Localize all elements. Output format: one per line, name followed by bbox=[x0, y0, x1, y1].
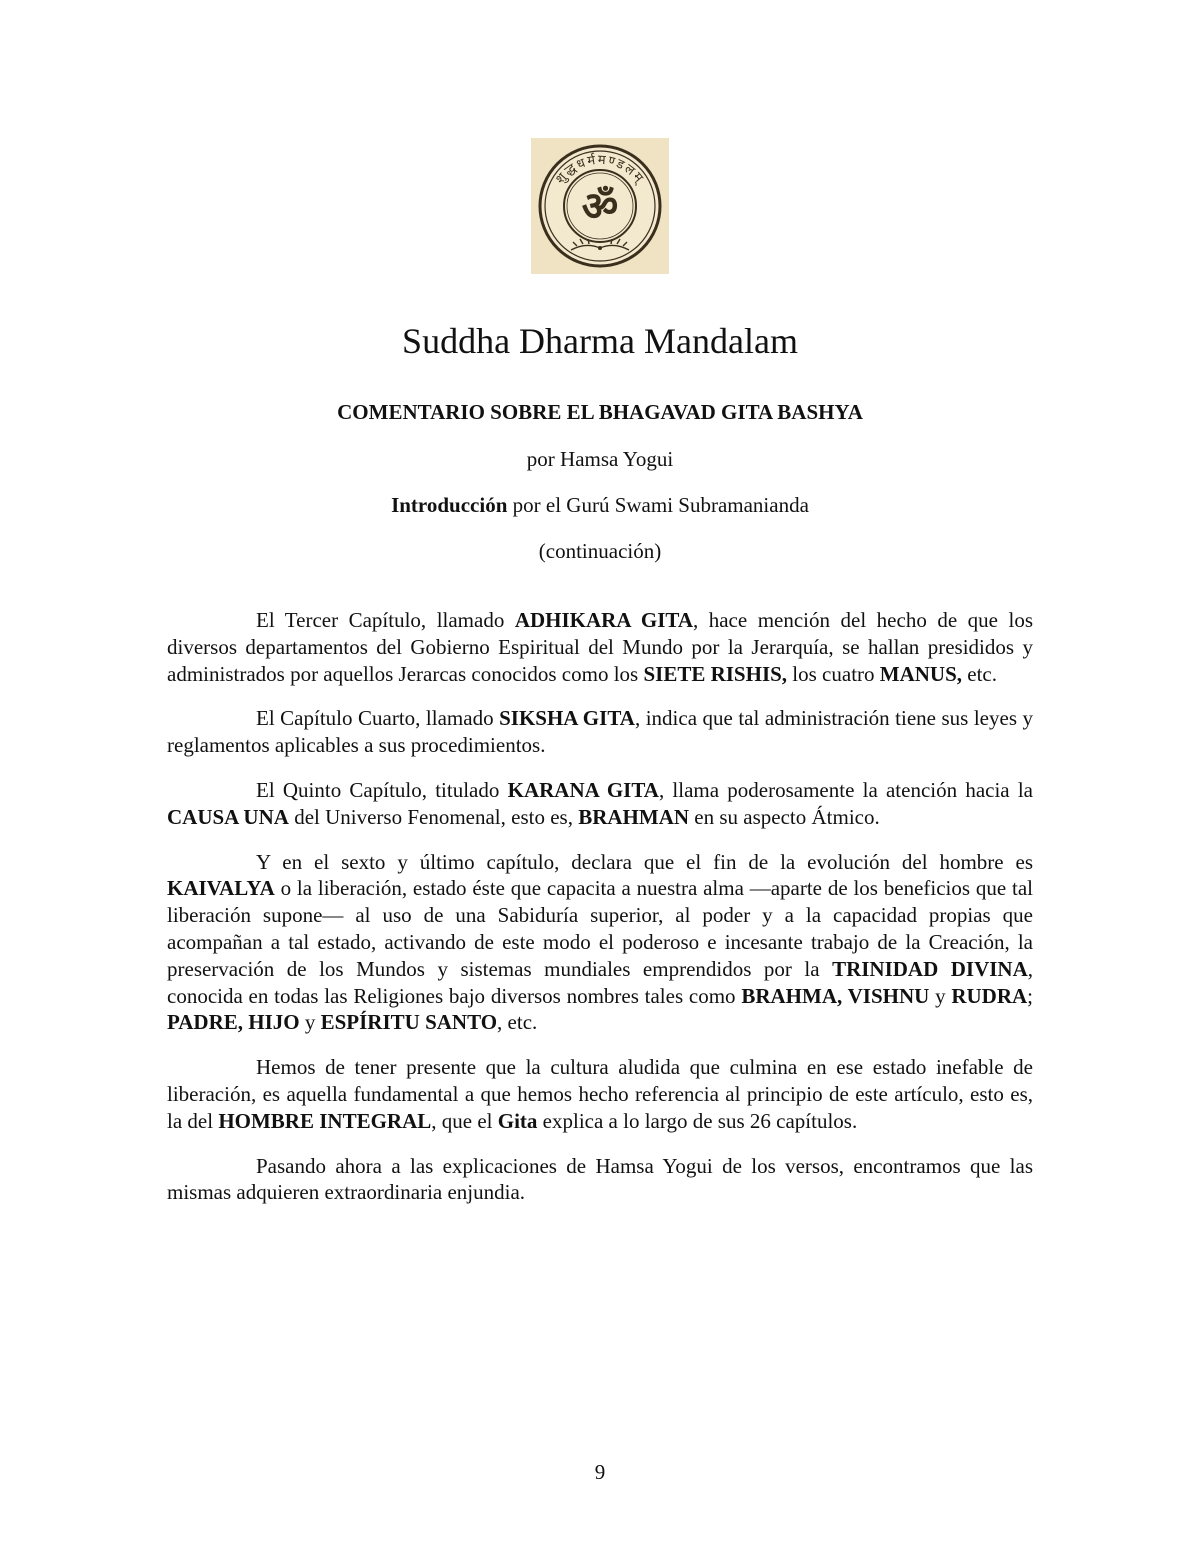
bold-term: ESPÍRITU SANTO bbox=[320, 1010, 498, 1035]
paragraph-text: , llama poderosamente la atención hacia la bbox=[658, 777, 1033, 802]
bold-term: BRAHMAN bbox=[578, 804, 690, 829]
paragraph-text: , conocida en todas las Religiones bajo diversos nombres tales como bbox=[167, 956, 1033, 1008]
document-title: Suddha Dharma Mandalam bbox=[402, 321, 798, 361]
paragraph-text: en su aspecto Átmico. bbox=[689, 804, 880, 829]
paragraph-text: El Capítulo Cuarto, llamado bbox=[256, 706, 500, 731]
body-paragraph bbox=[167, 607, 1033, 687]
body-paragraph bbox=[167, 705, 1033, 759]
page-number: 9 bbox=[594, 1460, 606, 1484]
paragraph-text: , indica que tal administración tiene sus leyes y reglamentos aplicables a sus procedimientos. bbox=[167, 706, 1033, 758]
paragraph-text: ; bbox=[1027, 983, 1034, 1008]
paragraph-text: los cuatro bbox=[787, 661, 880, 686]
bold-term: ADHIKARA GITA bbox=[514, 608, 693, 632]
bold-term: HOMBRE INTEGRAL bbox=[218, 1108, 432, 1133]
body-paragraph bbox=[167, 1153, 1033, 1207]
paragraph-text: explica a lo largo de sus 26 capítulos. bbox=[537, 1108, 858, 1133]
paragraph-text: El Quinto Capítulo, titulado bbox=[256, 777, 508, 802]
introduction-credit: por el Gurú Swami Subramanianda bbox=[507, 493, 809, 517]
seal-om-symbol: ॐ bbox=[581, 184, 619, 230]
introduction-label: Introducción bbox=[391, 493, 508, 517]
paragraph-text: El Tercer Capítulo, llamado bbox=[256, 608, 515, 632]
body-paragraph bbox=[167, 1054, 1033, 1134]
seal-inscription: शुद्धधर्ममण्डलम् bbox=[552, 152, 648, 188]
paragraph-text: del Universo Fenomenal, esto es, bbox=[288, 804, 579, 829]
bold-term: SIETE RISHIS, bbox=[643, 661, 788, 686]
om-seal-icon bbox=[531, 138, 669, 274]
paragraph-text: etc. bbox=[962, 661, 998, 686]
paragraph-text: , que el bbox=[431, 1108, 498, 1133]
paragraph-text: Y en el sexto y último capítulo, declara que el fin de la evolución del hombre es bbox=[256, 849, 1033, 874]
bold-term: KARANA GITA bbox=[507, 777, 659, 802]
bold-term: MANUS, bbox=[879, 661, 963, 686]
paragraph-text: , etc. bbox=[497, 1010, 538, 1035]
paragraph-text: Pasando ahora a las explicaciones de Hamsa Yogui de los versos, encontramos que las mismas adquieren extraordinaria enjundia. bbox=[167, 1153, 1033, 1205]
bold-term: CAUSA UNA bbox=[167, 804, 289, 829]
bold-term: BRAHMA, VISHNU bbox=[741, 983, 930, 1008]
bold-term: TRINIDAD DIVINA bbox=[832, 956, 1028, 981]
paragraph-text: Hemos de tener presente que la cultura aludida que culmina en ese estado inefable de liberación, es aquella fundamental a que hemos hecho referencia al principio de este artículo, esto es, la del bbox=[167, 1055, 1033, 1133]
continuation-note: (continuación) bbox=[538, 539, 662, 563]
paragraph-text: , hace mención del hecho de que los diversos departamentos del Gobierno Espiritual del Mundo por la Jerarquía, se hallan presididos y administrados por aquellos Jerarcas conocidos como los bbox=[167, 608, 1033, 686]
paragraph-text: o la liberación, estado éste que capacita a nuestra alma —aparte de los beneficios que tal liberación supone— al uso de una Sabiduría superior, al poder y a la capacidad propias que acompañan a tal estado, activando de este modo el poderoso e incesante trabajo de la Creación, la preservación de los Mundos y sistemas mundiales emprendidos por la bbox=[167, 876, 1033, 981]
bold-term: SIKSHA GITA bbox=[499, 706, 635, 731]
document-author: por Hamsa Yogui bbox=[526, 447, 674, 471]
bold-term: RUDRA bbox=[951, 983, 1028, 1008]
body-text bbox=[167, 607, 1033, 1224]
bold-term: PADRE, HIJO bbox=[167, 1010, 300, 1035]
document-subtitle: COMENTARIO SOBRE EL BHAGAVAD GITA BASHYA bbox=[337, 400, 863, 424]
bold-term: Gita bbox=[497, 1108, 538, 1133]
introduction-line bbox=[0, 492, 1200, 518]
bold-term: KAIVALYA bbox=[167, 876, 275, 901]
paragraph-text: y bbox=[929, 983, 952, 1008]
body-paragraph bbox=[167, 777, 1033, 831]
body-paragraph bbox=[167, 849, 1033, 1037]
paragraph-text: y bbox=[299, 1010, 321, 1035]
